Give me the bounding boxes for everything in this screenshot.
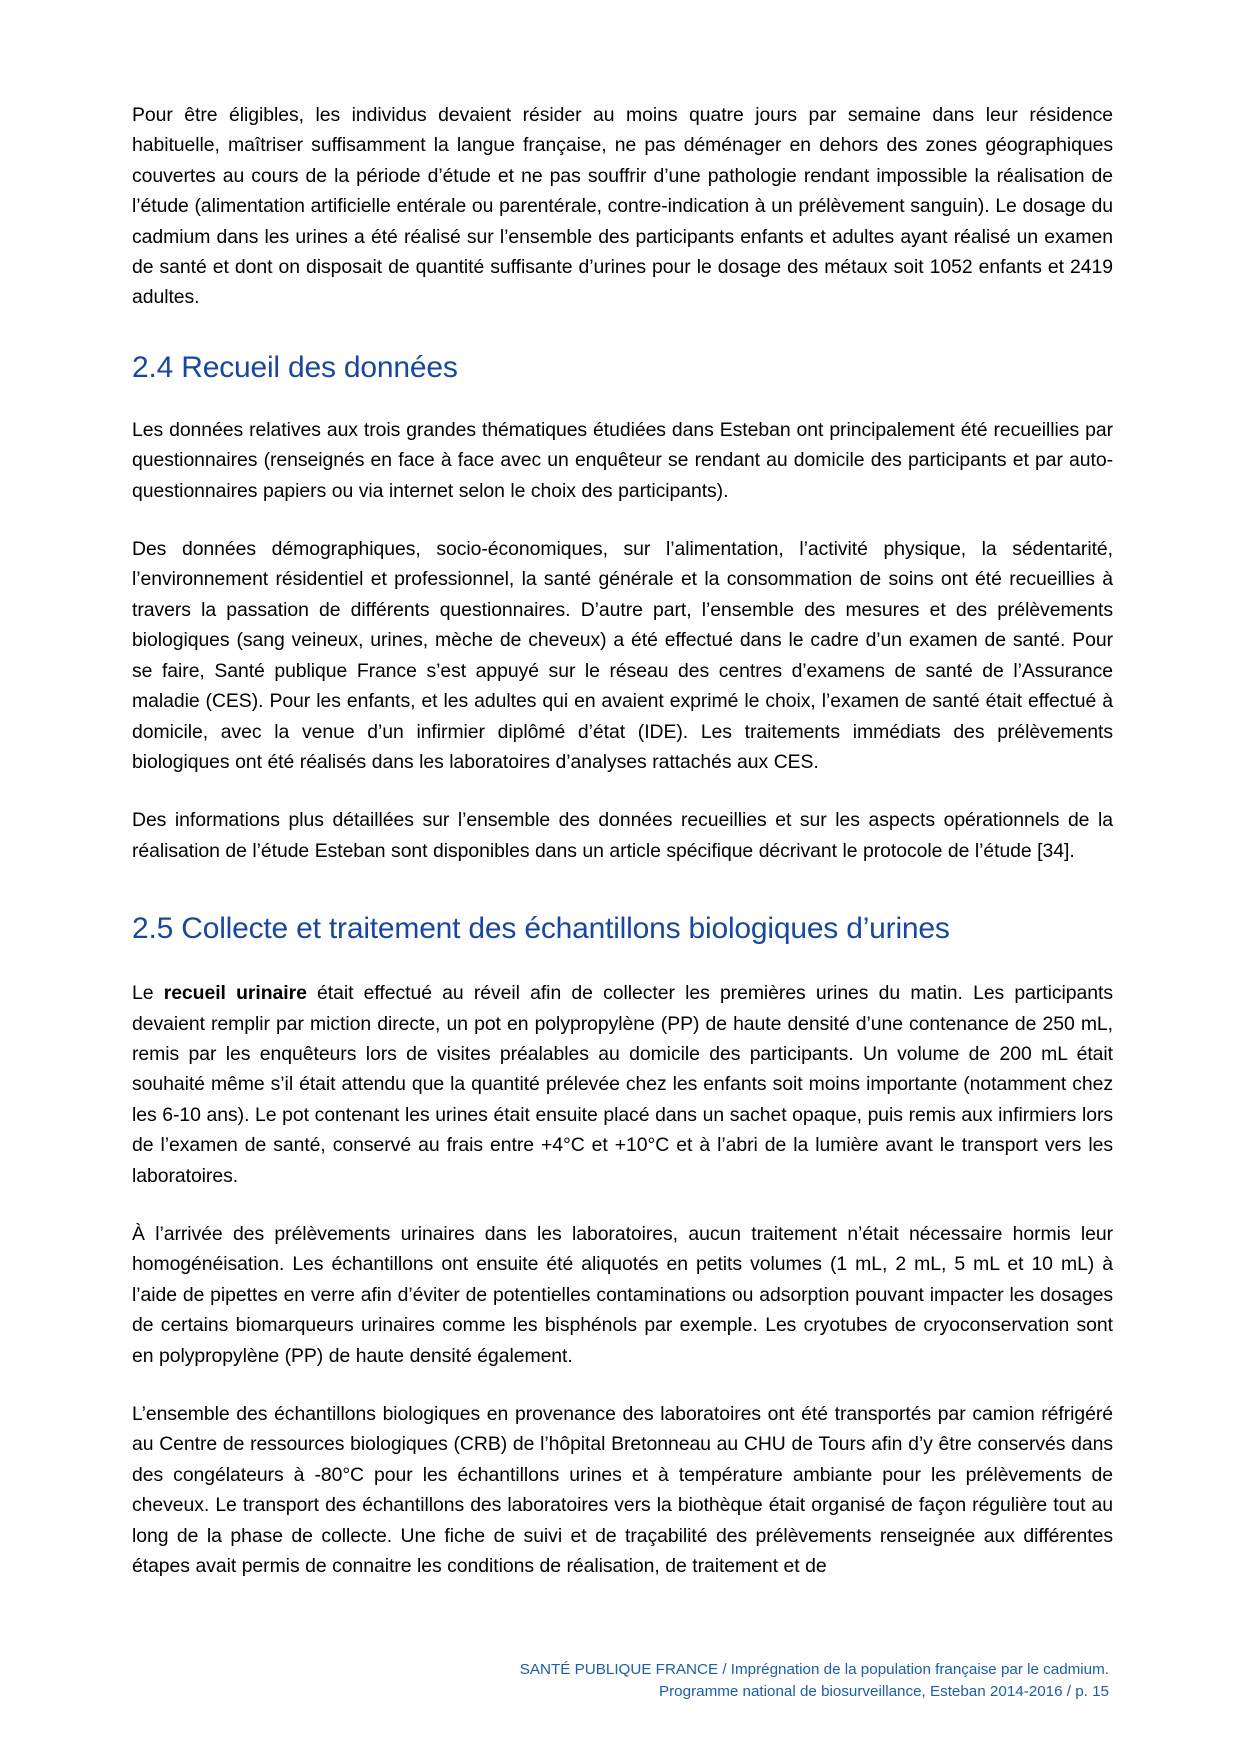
page-footer (0, 1659, 1241, 1702)
paragraph-urine-lead: Le (132, 982, 164, 1005)
paragraph-urine-collection (132, 978, 1113, 1191)
paragraph-urine-rest: était effectué au réveil afin de collecter les premières urines du matin. Les participants devaient remplir par miction directe, un pot en polypropylène (PP) de haute densité d’une contenance de 250 mL, remis par les enquêteurs lors de visites préalables au domicile des participants. Un volume de 200 mL était souhaité même s’il était attendu que la quantité prélevée chez les enfants soit moins importante (notamment chez les 6-10 ans). Le pot contenant les urines était ensuite placé dans un sachet opaque, puis remis aux infirmiers lors de l’examen de santé, conservé au frais entre +4°C et +10°C et à l’abri de la lumière avant le transport vers les laboratoires. (132, 982, 1113, 1187)
heading-section-2-5: 2.5 Collecte et traitement des échantillons biologiques d’urines (132, 912, 950, 946)
paragraph-eligibility: Pour être éligibles, les individus devaient résider au moins quatre jours par semaine dans leur résidence habituelle, maîtriser suffisamment la langue française, ne pas déménager en dehors des zones géographiques couvertes au cours de la période d’étude et ne pas souffrir d’une pathologie rendant impossible la réalisation de l’étude (alimentation artificielle entérale ou parentérale, contre-indication à un prélèvement sanguin). Le dosage du cadmium dans les urines a été réalisé sur l’ensemble des participants enfants et adultes ayant réalisé un examen de santé et dont on disposait de quantité suffisante d’urines pour le dosage des métaux soit 1052 enfants et 2419 adultes. (132, 104, 1113, 309)
footer-line-2: Programme national de biosurveillance, Esteban 2014-2016 / p. 15 (658, 1682, 1109, 1700)
paragraph-transport-storage: L’ensemble des échantillons biologiques en provenance des laboratoires ont été transportés par camion réfrigéré au Centre de ressources biologiques (CRB) de l’hôpital Bretonneau au CHU de Tours afin d’y être conservés dans des congélateurs à -80°C pour les échantillons urines et à température ambiante pour les prélèvements de cheveux. Le transport des échantillons des laboratoires vers la biothèque était organisé de façon régulière tout au long de la phase de collecte. Une fiche de suivi et de traçabilité des prélèvements renseignée aux différentes étapes avait permis de connaitre les conditions de réalisation, de traitement et de (132, 1403, 1113, 1578)
paragraph-data-collection-questionnaires: Les données relatives aux trois grandes thématiques étudiées dans Esteban ont principalement été recueillies par questionnaires (renseignés en face à face avec un enquêteur se rendant au domicile des participants et par auto-questionnaires papiers ou via internet selon le choix des participants). (132, 418, 1113, 502)
paragraph-demographic-data: Des données démographiques, socio-économiques, sur l’alimentation, l’activité physique, la sédentarité, l’environnement résidentiel et professionnel, la santé générale et la consommation de soins ont été recueillies à travers la passation de différents questionnaires. D’autre part, l’ensemble des mesures et des prélèvements biologiques (sang veineux, urines, mèche de cheveux) a été effectué dans le cadre d’un examen de santé. Pour se faire, Santé publique France s’est appuyé sur le réseau des centres d’examens de santé de l’Assurance maladie (CES). Pour les enfants, et les adultes qui en avaient exprimé le choix, l’examen de santé était effectué à domicile, avec la venue d’un infirmier diplômé d’état (IDE). Les traitements immédiats des prélèvements biologiques ont été réalisés dans les laboratoires d’analyses rattachés aux CES. (132, 538, 1113, 773)
paragraph-lab-aliquoting: À l’arrivée des prélèvements urinaires dans les laboratoires, aucun traitement n’était nécessaire hormis leur homogénéisation. Les échantillons ont ensuite été aliquotés en petits volumes (1 mL, 2 mL, 5 mL et 10 mL) à l’aide de pipettes en verre afin d’éviter de potentielles contaminations ou adsorption pouvant impacter les dosages de certains biomarqueurs urinaires comme les bisphénols par exemple. Les cryotubes de cryoconservation sont en polypropylène (PP) de haute densité également. (132, 1222, 1113, 1367)
paragraph-protocol-reference: Des informations plus détaillées sur l’ensemble des données recueillies et sur les aspects opérationnels de la réalisation de l’étude Esteban sont disponibles dans un article spécifique décrivant le protocole de l’étude [34]. (132, 809, 1113, 862)
footer-line-1: SANTÉ PUBLIQUE FRANCE / Imprégnation de la population française par le cadmium. (519, 1661, 1109, 1678)
term-recueil-urinaire: recueil urinaire (163, 982, 307, 1005)
heading-section-2-4: 2.4 Recueil des données (132, 350, 458, 384)
